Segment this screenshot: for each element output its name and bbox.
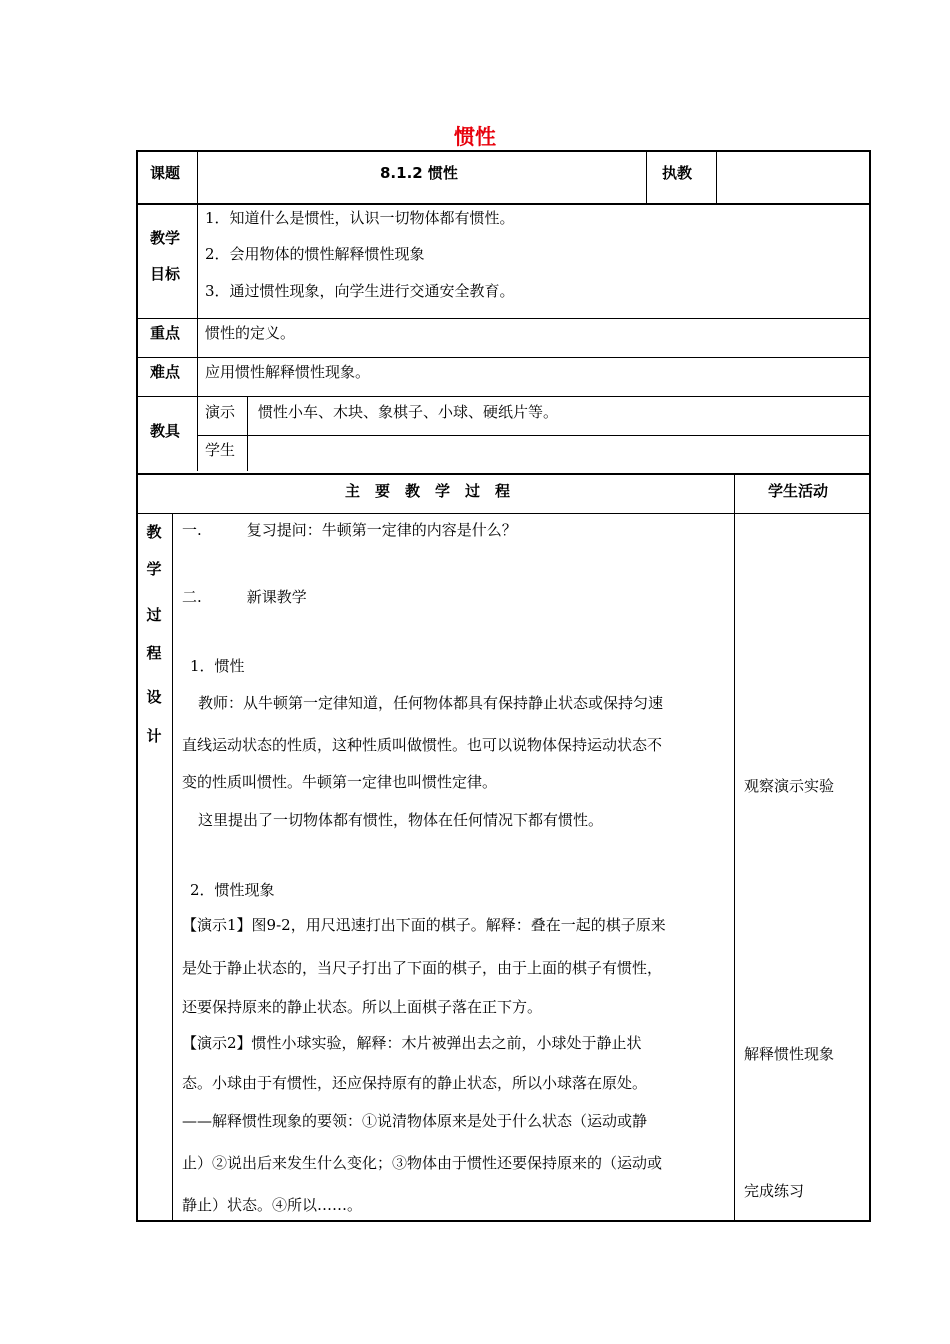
goal-item: 2．会用物体的惯性解释惯性现象	[205, 245, 425, 263]
process-line: 直线运动状态的性质，这种性质叫做惯性。也可以说物体保持运动状态不	[182, 736, 663, 754]
divider	[136, 513, 869, 514]
process-table	[136, 473, 871, 1222]
side-label-char: 过	[146, 606, 162, 624]
process-header: 主 要 教 学 过 程	[345, 482, 511, 500]
teacher-label: 执教	[662, 164, 693, 182]
demo-label: 演示	[205, 403, 236, 421]
process-line: 【演示1】图9-2，用尺迅速打出下面的棋子。解释：叠在一起的棋子原来	[182, 916, 666, 934]
divider	[716, 150, 717, 204]
divider	[247, 397, 248, 471]
divider	[136, 203, 869, 205]
process-line: 态。小球由于有惯性，还应保持原有的静止状态，所以小球落在原处。	[182, 1074, 648, 1092]
side-label-char: 学	[146, 560, 162, 578]
side-label-char: 教	[146, 523, 162, 541]
divider	[197, 150, 198, 471]
divider	[646, 150, 647, 204]
side-label-char: 计	[146, 727, 162, 745]
process-line: 是处于静止状态的，当尺子打出了下面的棋子，由于上面的棋子有惯性，	[182, 959, 663, 977]
difficulty-value: 应用惯性解释惯性现象。	[205, 363, 371, 381]
student-label: 学生	[205, 441, 236, 459]
process-line: 静止）状态。④所以……。	[182, 1196, 363, 1214]
side-label-char: 设	[146, 688, 162, 706]
demo-value: 惯性小车、木块、象棋子、小球、硬纸片等。	[258, 403, 559, 421]
goals-label: 目标	[150, 265, 181, 283]
divider	[172, 514, 173, 1220]
divider	[136, 318, 869, 319]
process-line: 还要保持原来的静止状态。所以上面棋子落在正下方。	[182, 998, 543, 1016]
divider	[136, 357, 869, 358]
process-line: 1．惯性	[190, 657, 245, 675]
activity-header: 学生活动	[768, 482, 829, 500]
goals-label: 教学	[150, 229, 181, 247]
topic-value: 8.1.2 惯性	[380, 164, 458, 182]
divider	[136, 396, 869, 397]
equipment-label: 教具	[150, 422, 181, 440]
process-line: 【演示2】惯性小球实验，解释：木片被弹出去之前，小球处于静止状	[182, 1034, 642, 1052]
topic-label: 课题	[150, 164, 181, 182]
divider	[734, 473, 735, 1220]
process-line: 教师：从牛顿第一定律知道，任何物体都具有保持静止状态或保持匀速	[198, 694, 664, 712]
divider	[197, 435, 869, 436]
student-activity: 解释惯性现象	[744, 1045, 835, 1063]
difficulty-label: 难点	[150, 363, 181, 381]
student-activity: 观察演示实验	[744, 777, 835, 795]
key-point-value: 惯性的定义。	[205, 324, 296, 342]
process-line: 这里提出了一切物体都有惯性，物体在任何情况下都有惯性。	[198, 811, 604, 829]
student-activity: 完成练习	[744, 1182, 805, 1200]
process-line: 变的性质叫惯性。牛顿第一定律也叫惯性定律。	[182, 773, 498, 791]
process-line: 2．惯性现象	[190, 881, 275, 899]
goal-item: 3．通过惯性现象，向学生进行交通安全教育。	[205, 282, 515, 300]
key-point-label: 重点	[150, 324, 181, 342]
side-label-char: 程	[146, 644, 162, 662]
document-title: 惯性	[454, 125, 496, 149]
process-line: 二. 新课教学	[182, 588, 307, 606]
process-line: 止）②说出后来发生什么变化；③物体由于惯性还要保持原来的（运动或	[182, 1154, 663, 1172]
process-line: 一. 复习提问：牛顿第一定律的内容是什么？	[182, 521, 517, 539]
process-line: ——解释惯性现象的要领：①说清物体原来是处于什么状态（运动或静	[182, 1112, 648, 1130]
goal-item: 1．知道什么是惯性，认识一切物体都有惯性。	[205, 209, 515, 227]
